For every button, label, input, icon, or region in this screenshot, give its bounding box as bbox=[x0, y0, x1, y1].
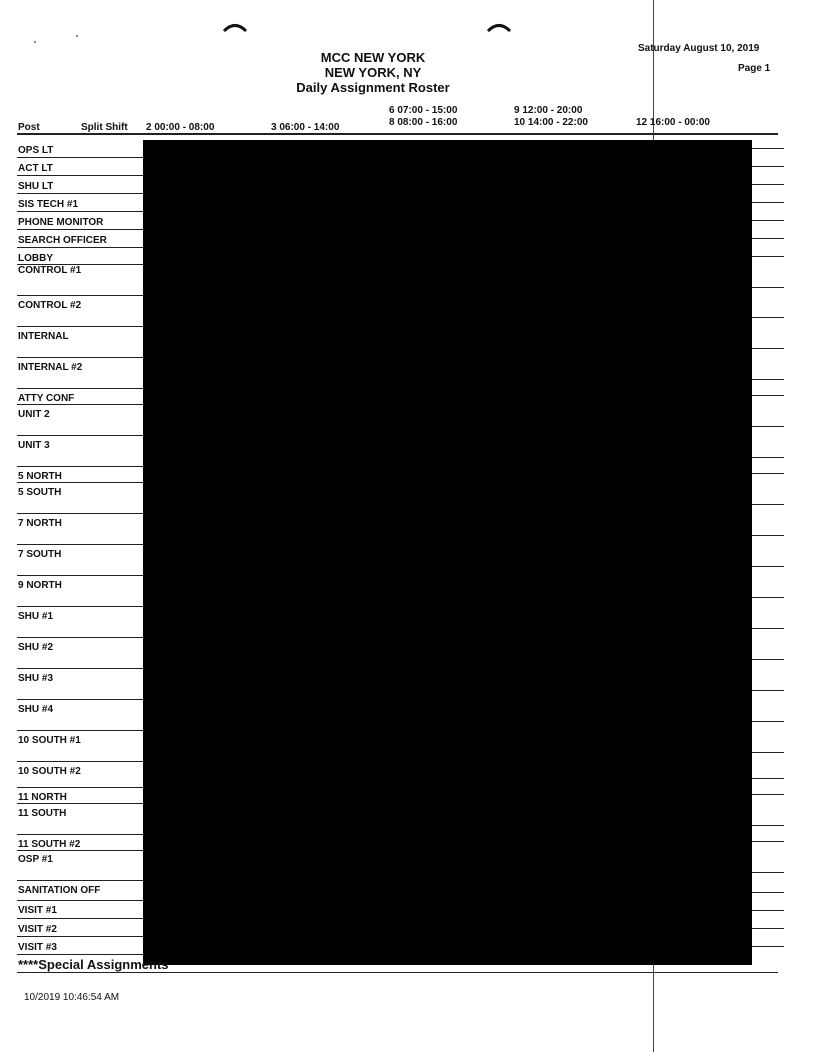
row-rule bbox=[752, 928, 784, 929]
row-rule bbox=[17, 295, 144, 296]
row-rule bbox=[752, 202, 784, 203]
column-header-shift-9: 9 12:00 - 20:00 bbox=[514, 105, 583, 116]
row-rule bbox=[752, 721, 784, 722]
row-rule bbox=[17, 575, 144, 576]
row-rule bbox=[752, 184, 784, 185]
row-rule bbox=[752, 535, 784, 536]
post-label: INTERNAL bbox=[18, 331, 69, 342]
row-rule bbox=[752, 256, 784, 257]
row-rule bbox=[17, 699, 144, 700]
header-rule bbox=[17, 133, 778, 135]
row-rule bbox=[752, 504, 784, 505]
column-header-shift-10: 10 14:00 - 22:00 bbox=[514, 117, 588, 128]
row-rule bbox=[17, 936, 144, 937]
post-label: SHU #3 bbox=[18, 673, 54, 684]
row-rule bbox=[17, 175, 144, 176]
row-rule bbox=[17, 787, 144, 788]
row-rule bbox=[752, 825, 784, 826]
row-rule bbox=[752, 910, 784, 911]
post-label: 11 SOUTH #2 bbox=[18, 839, 81, 850]
row-rule bbox=[17, 229, 144, 230]
column-header-shift-12: 12 16:00 - 00:00 bbox=[636, 117, 710, 128]
row-rule bbox=[752, 287, 784, 288]
row-rule bbox=[752, 148, 784, 149]
row-rule bbox=[17, 544, 144, 545]
punch-hole-mark bbox=[486, 22, 512, 32]
row-rule bbox=[17, 388, 144, 389]
row-rule bbox=[17, 637, 144, 638]
row-rule bbox=[17, 918, 144, 919]
print-timestamp: 10/2019 10:46:54 AM bbox=[24, 992, 120, 1003]
row-rule bbox=[752, 395, 784, 396]
post-label: SHU #4 bbox=[18, 704, 54, 715]
post-label: INTERNAL #2 bbox=[18, 362, 83, 373]
row-rule bbox=[17, 803, 144, 804]
row-rule bbox=[752, 690, 784, 691]
post-label: VISIT #3 bbox=[18, 942, 57, 953]
special-assignments-heading: ****Special Assignments bbox=[18, 957, 169, 972]
post-label: SHU LT bbox=[18, 181, 54, 192]
post-label: 7 SOUTH bbox=[18, 549, 62, 560]
row-rule bbox=[17, 513, 144, 514]
punch-hole-mark bbox=[222, 22, 248, 32]
facility-location: NEW YORK, NY bbox=[324, 65, 422, 80]
row-rule bbox=[17, 466, 144, 467]
row-rule bbox=[752, 841, 784, 842]
post-label: SIS TECH #1 bbox=[18, 199, 79, 210]
post-label: 11 SOUTH bbox=[18, 808, 67, 819]
row-rule bbox=[17, 834, 144, 835]
post-label: 5 NORTH bbox=[18, 471, 62, 482]
row-rule bbox=[752, 778, 784, 779]
post-label: 10 SOUTH #2 bbox=[18, 766, 81, 777]
post-label: SHU #1 bbox=[18, 611, 54, 622]
row-rule bbox=[17, 247, 144, 248]
column-header-shift-3: 3 06:00 - 14:00 bbox=[271, 122, 340, 133]
row-rule bbox=[752, 473, 784, 474]
scan-speck bbox=[76, 35, 78, 37]
row-rule bbox=[17, 193, 144, 194]
post-label: 5 SOUTH bbox=[18, 487, 62, 498]
row-rule bbox=[752, 946, 784, 947]
row-rule bbox=[17, 157, 144, 158]
row-rule bbox=[17, 264, 144, 265]
row-rule bbox=[752, 597, 784, 598]
row-rule bbox=[17, 850, 144, 851]
row-rule bbox=[752, 752, 784, 753]
row-rule bbox=[17, 954, 144, 955]
row-rule bbox=[17, 211, 144, 212]
row-rule bbox=[752, 220, 784, 221]
row-rule bbox=[752, 566, 784, 567]
row-rule bbox=[17, 326, 144, 327]
report-date: Saturday August 10, 2019 bbox=[638, 43, 760, 54]
post-label: LOBBY bbox=[18, 253, 53, 264]
report-title: Daily Assignment Roster bbox=[296, 80, 450, 95]
post-label: UNIT 2 bbox=[18, 409, 50, 420]
post-label: SHU #2 bbox=[18, 642, 54, 653]
post-label: ATTY CONF bbox=[18, 393, 75, 404]
post-label: OSP #1 bbox=[18, 854, 53, 865]
row-rule bbox=[752, 379, 784, 380]
row-rule bbox=[752, 317, 784, 318]
row-rule bbox=[17, 761, 144, 762]
post-label: 11 NORTH bbox=[18, 792, 67, 803]
row-rule bbox=[752, 457, 784, 458]
row-rule bbox=[17, 730, 144, 731]
post-label: SANITATION OFF bbox=[18, 885, 101, 896]
post-label: 9 NORTH bbox=[18, 580, 62, 591]
post-label: OPS LT bbox=[18, 145, 54, 156]
row-rule bbox=[752, 659, 784, 660]
column-header-shift-8: 8 08:00 - 16:00 bbox=[389, 117, 458, 128]
post-label: CONTROL #1 bbox=[18, 265, 82, 276]
column-header-post: Post bbox=[18, 122, 40, 133]
row-rule bbox=[17, 357, 144, 358]
special-rule bbox=[17, 972, 778, 973]
row-rule bbox=[752, 348, 784, 349]
row-rule bbox=[17, 900, 144, 901]
column-header-split-shift: Split Shift bbox=[81, 122, 128, 133]
row-rule bbox=[17, 606, 144, 607]
post-label: VISIT #2 bbox=[18, 924, 57, 935]
post-label: CONTROL #2 bbox=[18, 300, 82, 311]
scan-speck bbox=[34, 41, 36, 43]
post-label: SEARCH OFFICER bbox=[18, 235, 107, 246]
post-label: UNIT 3 bbox=[18, 440, 50, 451]
row-rule bbox=[752, 628, 784, 629]
post-label: VISIT #1 bbox=[18, 905, 57, 916]
fold-line bbox=[653, 965, 654, 1052]
row-rule bbox=[752, 426, 784, 427]
post-label: PHONE MONITOR bbox=[18, 217, 104, 228]
post-label: 10 SOUTH #1 bbox=[18, 735, 81, 746]
row-rule bbox=[17, 482, 144, 483]
row-rule bbox=[17, 668, 144, 669]
post-label: ACT LT bbox=[18, 163, 53, 174]
row-rule bbox=[17, 404, 144, 405]
row-rule bbox=[752, 872, 784, 873]
column-header-shift-6: 6 07:00 - 15:00 bbox=[389, 105, 458, 116]
column-header-shift-2: 2 00:00 - 08:00 bbox=[146, 122, 215, 133]
row-rule bbox=[17, 435, 144, 436]
row-rule bbox=[752, 794, 784, 795]
row-rule bbox=[752, 238, 784, 239]
row-rule bbox=[752, 166, 784, 167]
post-label: 7 NORTH bbox=[18, 518, 62, 529]
facility-name: MCC NEW YORK bbox=[320, 50, 426, 65]
redaction-block bbox=[143, 140, 752, 965]
page-number: Page 1 bbox=[738, 63, 771, 74]
row-rule bbox=[17, 880, 144, 881]
row-rule bbox=[752, 892, 784, 893]
